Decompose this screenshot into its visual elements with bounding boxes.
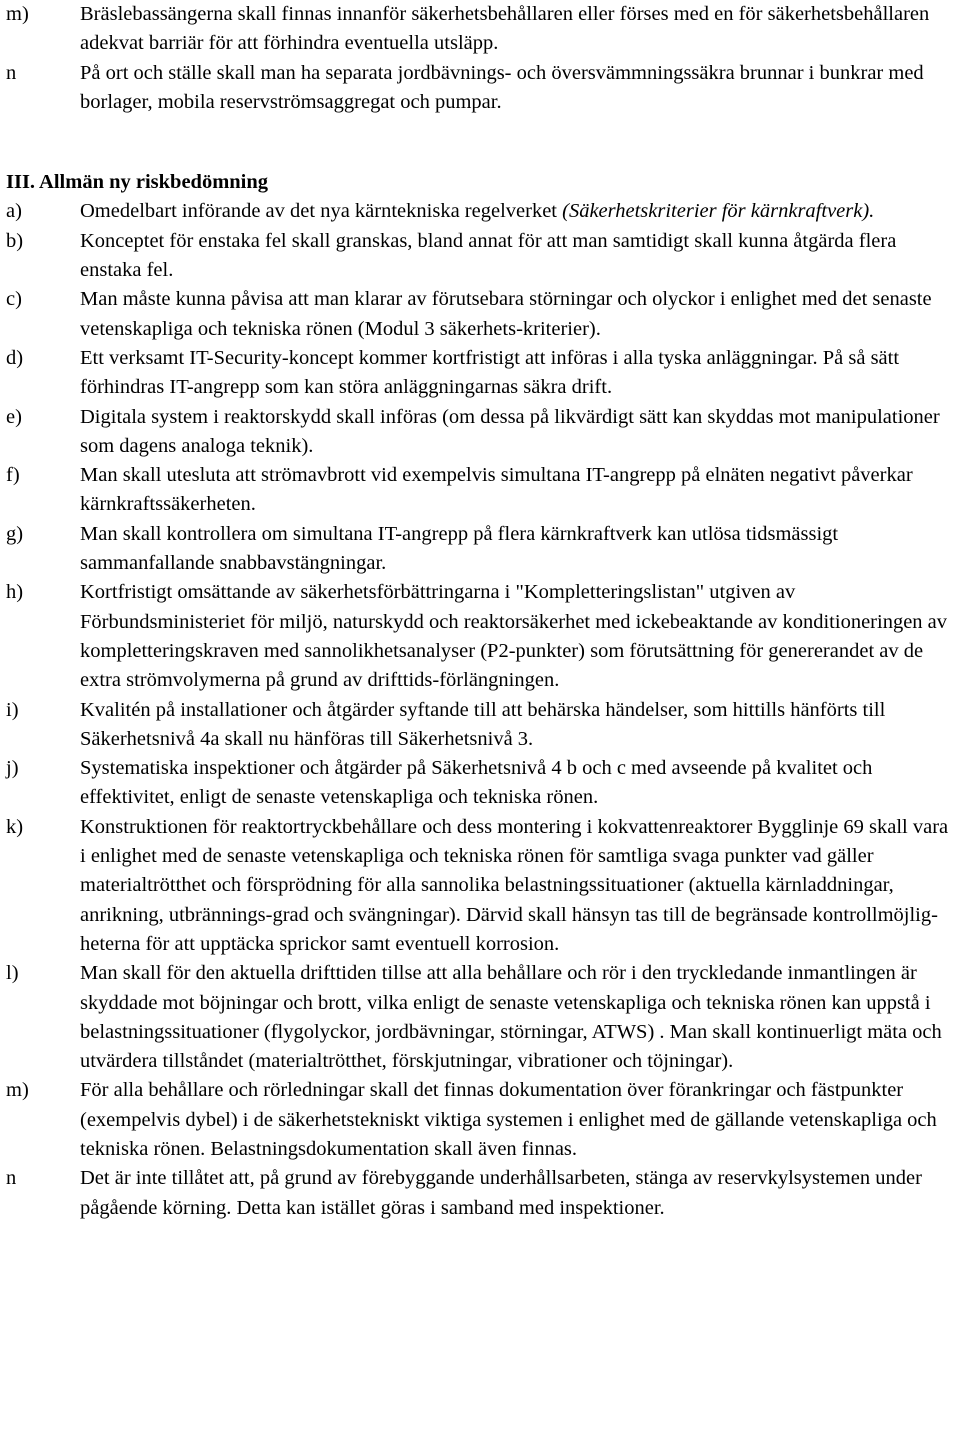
- list-marker: f): [6, 464, 20, 487]
- list-item: [0, 461, 960, 520]
- list-item-text: Kvalitén på installationer och åtgärder syftande till att behärska händelser, som hittills hänförts till Säkerhetsnivå 4a skall nu hänföras till Säkerhetsnivå 3.: [80, 698, 886, 750]
- list-marker: h): [6, 581, 24, 604]
- list-item: [0, 813, 960, 959]
- list-item-text-plain: Omedelbart införande av det nya kärntekniska regelverket: [80, 200, 563, 223]
- list-marker: m): [6, 1079, 29, 1102]
- list-item: [0, 578, 960, 695]
- list-marker: n: [6, 1167, 17, 1190]
- list-marker: k): [6, 815, 24, 838]
- list-item: [0, 1164, 960, 1223]
- list-marker: a): [6, 200, 22, 223]
- list-item: [0, 1076, 960, 1164]
- list-marker: m): [6, 3, 29, 25]
- list-item-text: Man skall kontrollera om simultana IT-angrepp på flera kärnkraftverk kan utlösa tidsmässigt sammanfallande snabbavstängningar.: [80, 522, 839, 575]
- list-item-text: Man måste kunna påvisa att man klarar av förutsebara störningar och olyckor i enlighet med det senaste vetenskapliga och tekniska rönen (Modul 3 säkerhets-kriterier).: [80, 288, 932, 340]
- list-marker: i): [6, 698, 19, 721]
- list-item: [0, 59, 960, 118]
- list-item-text: På ort och ställe skall man ha separata jordbävnings- och översvämmningssäkra brunnar i bunkrar med borlager, mobila reservströmsaggregat och pumpar.: [80, 61, 924, 113]
- list-marker: c): [6, 288, 22, 311]
- list-item-text: Det är inte tillåtet att, på grund av förebyggande underhållsarbeten, stänga av reservkylsystemen under pågående körning. Detta kan istället göras i samband med inspektioner.: [80, 1167, 922, 1219]
- list-item: [0, 959, 960, 1076]
- list-marker: g): [6, 522, 24, 545]
- list-item: [0, 344, 960, 403]
- list-item-text: Digitala system i reaktorskydd skall införas (om dessa på likvärdigt sätt kan skyddas mot manipulationer som dagens analoga teknik).: [80, 405, 940, 457]
- list-marker: j): [6, 757, 19, 780]
- list-marker: d): [6, 346, 24, 369]
- list-item: [0, 754, 960, 813]
- list-item: [0, 285, 960, 344]
- list-item: [0, 696, 960, 755]
- list-item-text: Systematiska inspektioner och åtgärder på Säkerhetsnivå 4 b och c med avseende på kvalitet och effektivitet, enligt de senaste vetenskapliga och tekniska rönen.: [80, 757, 873, 809]
- list-item-text: [80, 197, 954, 226]
- list-item-text: Man skall utesluta att strömavbrott vid exempelvis simultana IT-angrepp på elnäten negativt påverkar kärnkraftssäkerheten.: [80, 464, 913, 516]
- list-marker: e): [6, 405, 22, 428]
- list-item: [0, 0, 960, 59]
- list-item-text: Konstruktionen för reaktortryckbehållare och dess montering i kokvattenreaktorer Bygglinje 69 skall vara i enlighet med de senaste vetenskapliga och tekniska rönen för samtliga svaga punkter vad gäller materialtrötthet och försprödning för alla sannolika belastningssituationer (aktuella kärnladdningar, anrikning, utbrännings-grad och svängningar). Därvid skall hänsyn tas till de begränsade kontrollmöjlig-heterna för att upptäcka sprickor samt eventuell korrosion.: [80, 815, 949, 955]
- section-heading: III. Allmän ny riskbedömning: [6, 171, 269, 194]
- list-item: [0, 227, 960, 286]
- list-item: [0, 520, 960, 579]
- list-item-text-italic: (Säkerhetskriterier för kärnkraftverk).: [562, 200, 875, 223]
- list-item-text: Ett verksamt IT-Security-koncept kommer kortfristigt att införas i alla tyska anläggningar. På så sätt förhindras IT-angrepp som kan störa anläggningarnas säkra drift.: [80, 346, 900, 399]
- list-marker: b): [6, 229, 24, 252]
- list-item: [0, 197, 960, 226]
- list-item-text: Man skall för den aktuella drifttiden tillse att alla behållare och rör i den tryckledande inmantlingen är skyddade mot böjningar och brott, vilka enligt de senaste vetenskapliga och tekniska rönen kan uppstå i belastningssituationer (flygolyckor, jordbävningar, störningar, ATWS) . Man skall kontinuerligt mäta och utvärdera tillståndet (materialtrötthet, förskjutningar, vibrationer och töjningar).: [80, 962, 942, 1073]
- list-item-text: Kortfristigt omsättande av säkerhetsförbättringarna i "Kompletteringslistan" utgiven av Förbundsministeriet för miljö, naturskydd och reaktorsäkerhet med ickebeaktande av konditioneringen av kompletteringskraven med sannolikhetsanalyser (P2-punkter) som förutsättning för genererandet av de extra strömvolymerna på grund av drifttids-förlängningen.: [80, 581, 948, 692]
- list-marker: n: [6, 61, 17, 84]
- list-marker: l): [6, 962, 19, 985]
- list-item-text: Konceptet för enstaka fel skall granskas, bland annat för att man samtidigt skall kunna åtgärda flera enstaka fel.: [80, 229, 897, 282]
- list-item-text: För alla behållare och rörledningar skall det finnas dokumentation över förankringar och fästpunkter (exempelvis dybel) i de säkerhetstekniskt viktiga systemen i enlighet med de gällande vetenskapliga och tekniska rönen. Belastningsdokumentation skall även finnas.: [80, 1079, 937, 1160]
- list-item-text: Bräslebassängerna skall finnas innanför säkerhetsbehållaren eller förses med en för säkerhetsbehållaren adekvat barriär för att förhindra eventuella utsläpp.: [80, 3, 930, 55]
- list-item: [0, 403, 960, 462]
